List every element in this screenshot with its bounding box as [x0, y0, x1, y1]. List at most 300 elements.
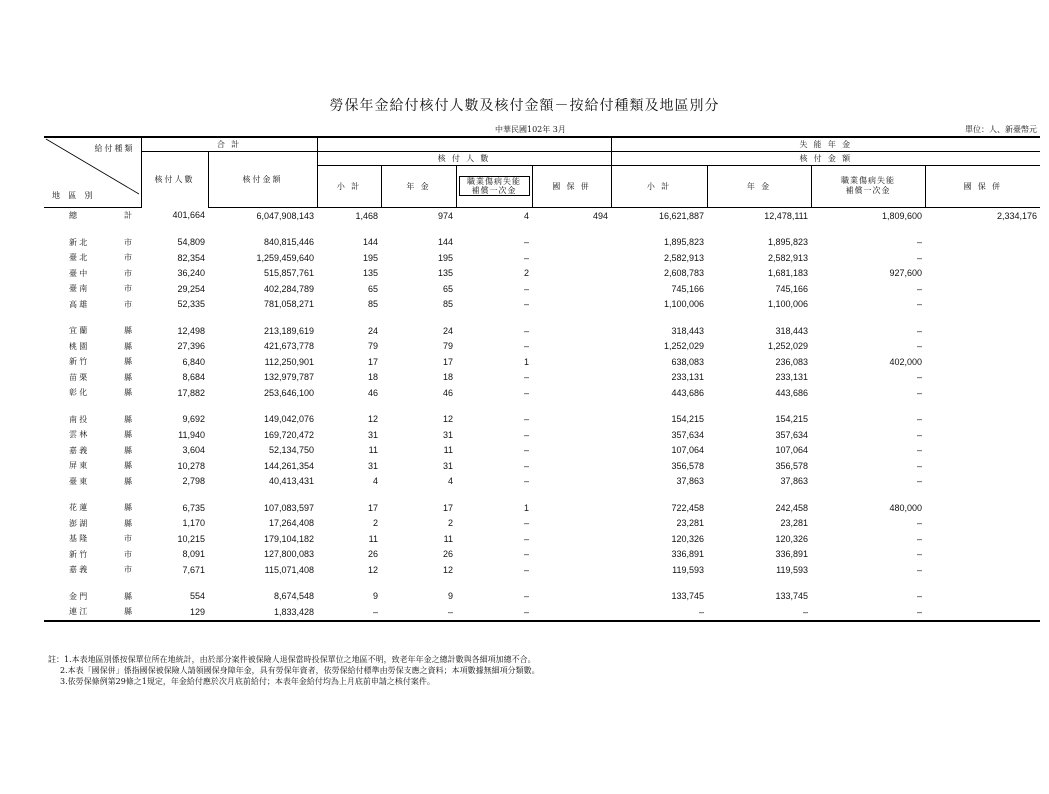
region-cell [44, 370, 141, 386]
header-amount-subtotal: 小 計 [611, 165, 707, 207]
value-cell: – [456, 604, 532, 621]
value-cell: – [381, 604, 456, 621]
value-cell: – [524, 252, 530, 263]
value-cell: 52,335 [177, 299, 205, 310]
value-cell: 638,083 [671, 356, 705, 367]
value-cell: 8,684 [182, 372, 205, 383]
value-cell: 2,798 [182, 476, 205, 487]
value-cell: – [917, 564, 923, 575]
footnote: 2.本表「國保併」係指國保被保險人請領國保身障年金，具有勞保年資者，依勞保給付標準由勞保支應之資料；本項數據無細項分類數。 [60, 666, 540, 675]
value-cell: 402,000 [889, 356, 923, 367]
region-cell [44, 562, 141, 578]
region-type: 市 [124, 284, 132, 294]
value-cell: 107,064 [775, 445, 809, 456]
value-cell: 24 [443, 325, 454, 336]
value-cell: 8,674,548 [273, 591, 315, 602]
value-cell: 29,254 [177, 283, 205, 294]
region-type: 縣 [124, 476, 132, 486]
value-cell [532, 562, 611, 578]
header-people-concurrent: 國 保 併 [532, 165, 611, 207]
value-cell: 7,671 [182, 564, 205, 575]
value-cell: – [317, 604, 381, 621]
value-cell: 17,264,408 [268, 518, 315, 529]
region-name: 高 雄 [69, 299, 88, 309]
region-cell [44, 354, 141, 370]
value-cell [532, 370, 611, 386]
value-cell [925, 604, 1040, 621]
value-cell: 554 [189, 591, 205, 602]
value-cell: – [917, 549, 923, 560]
value-cell: 1,809,600 [881, 210, 923, 221]
region-cell [44, 458, 141, 474]
table-body [44, 207, 1040, 621]
region-name: 金 門 [69, 591, 88, 601]
header-people-group: 核 付 人 數 [317, 151, 611, 165]
value-cell: 135 [362, 268, 379, 279]
table-row [44, 562, 1040, 578]
value-cell: 79 [443, 341, 454, 352]
value-cell: 31 [443, 429, 454, 440]
value-cell: – [917, 460, 923, 471]
value-cell: 11 [368, 445, 379, 456]
value-cell: 745,166 [671, 283, 705, 294]
value-cell: 2 [524, 268, 530, 279]
report-date: 中華民國102年 3月 [495, 125, 566, 134]
header-amount-annuity: 年 金 [707, 165, 811, 207]
value-cell [532, 531, 611, 547]
value-cell: 2 [448, 518, 454, 529]
region-name: 南 投 [69, 414, 88, 424]
spacer-cell [44, 578, 1040, 589]
value-cell: – [524, 591, 530, 602]
value-cell: 179,104,182 [263, 533, 315, 544]
value-cell: 11 [443, 533, 454, 544]
value-cell: – [917, 387, 923, 398]
region-name: 連 江 [69, 607, 88, 617]
value-cell [532, 500, 611, 516]
value-cell: 40,413,431 [268, 476, 315, 487]
value-cell [532, 474, 611, 490]
value-cell [532, 323, 611, 339]
value-cell: 233,131 [671, 372, 705, 383]
value-cell: 120,326 [671, 533, 705, 544]
value-cell: 24 [368, 325, 379, 336]
value-cell: 132,979,787 [263, 372, 315, 383]
value-cell: – [917, 476, 923, 487]
region-name: 基 隆 [69, 534, 88, 544]
value-cell: 402,284,789 [263, 283, 315, 294]
value-cell [925, 500, 1040, 516]
value-cell: 6,840 [182, 356, 205, 367]
region-type: 縣 [124, 326, 132, 336]
value-cell: 9,692 [182, 414, 205, 425]
value-cell: 26 [443, 549, 454, 560]
region-type: 縣 [124, 445, 132, 455]
value-cell: 144 [362, 237, 379, 248]
table-row [44, 458, 1040, 474]
value-cell [532, 443, 611, 459]
region-name: 桃 園 [69, 341, 88, 351]
value-cell: 1,100,006 [767, 299, 809, 310]
header-people-subtotal: 小 計 [317, 165, 381, 207]
value-cell: 17 [368, 502, 379, 513]
table-header [44, 137, 1040, 207]
value-cell: 31 [368, 460, 379, 471]
region-name: 嘉 義 [69, 565, 88, 575]
value-cell: 6,047,908,143 [256, 210, 315, 221]
value-cell: 17 [443, 502, 454, 513]
unit-label: 單位：人、新臺幣元 [965, 125, 1037, 134]
table-row [44, 547, 1040, 563]
region-name: 臺 中 [69, 268, 88, 278]
value-cell [925, 370, 1040, 386]
value-cell: 2,334,176 [997, 210, 1038, 221]
value-cell: 2 [373, 518, 379, 529]
value-cell: 4 [373, 476, 379, 487]
value-cell: 2,582,913 [767, 252, 809, 263]
value-cell: – [707, 604, 811, 621]
value-cell: 115,071,408 [264, 564, 315, 575]
value-cell: – [524, 460, 530, 471]
region-name: 臺 南 [69, 284, 88, 294]
value-cell: 4 [524, 210, 530, 221]
value-cell: 46 [368, 387, 379, 398]
footnotes [48, 654, 540, 687]
value-cell: – [917, 533, 923, 544]
region-name: 新 竹 [69, 549, 88, 559]
value-cell: 107,064 [671, 445, 705, 456]
region-cell [44, 297, 141, 313]
value-cell: – [524, 325, 530, 336]
footnote: 3.依勞保條例第29條之1規定，年金給付應於次月底前給付；本表年金給付均為上月底前申請之核付案件。 [60, 677, 435, 686]
region-cell [44, 385, 141, 401]
value-cell: 82,354 [177, 252, 205, 263]
value-cell: 65 [368, 283, 379, 294]
region-cell [44, 531, 141, 547]
value-cell: 79 [368, 341, 379, 352]
value-cell [532, 281, 611, 297]
value-cell [532, 516, 611, 532]
region-cell [44, 281, 141, 297]
value-cell: 1,833,428 [208, 604, 317, 621]
value-cell [925, 412, 1040, 428]
value-cell: 1 [524, 502, 530, 513]
value-cell: 16,621,887 [658, 210, 705, 221]
value-cell: – [917, 429, 923, 440]
value-cell: 336,891 [775, 549, 809, 560]
table-row [44, 281, 1040, 297]
value-cell: 242,458 [775, 502, 809, 513]
table-row [44, 235, 1040, 251]
value-cell [925, 589, 1040, 605]
header-total-amount: 核付金額 [208, 151, 317, 207]
value-cell: – [524, 533, 530, 544]
value-cell: 443,686 [671, 387, 705, 398]
header-amount-concurrent: 國 保 併 [925, 165, 1040, 207]
value-cell: 127,800,083 [263, 549, 315, 560]
value-cell: 12 [443, 564, 454, 575]
region-name: 新 竹 [69, 357, 88, 367]
value-cell: 23,281 [780, 518, 809, 529]
value-cell: 17 [368, 356, 379, 367]
table-row [44, 589, 1040, 605]
region-name: 宜 蘭 [69, 326, 88, 336]
value-cell [532, 547, 611, 563]
region-type: 市 [124, 253, 132, 263]
value-cell: 144 [437, 237, 454, 248]
value-cell: 318,443 [775, 325, 809, 336]
value-cell: – [917, 341, 923, 352]
total-row [44, 207, 1040, 224]
value-cell: – [524, 518, 530, 529]
value-cell: 840,815,446 [263, 237, 315, 248]
value-cell: 154,215 [671, 414, 705, 425]
value-cell [532, 589, 611, 605]
region-cell [44, 516, 141, 532]
spacer-cell [44, 489, 1040, 500]
value-cell [532, 297, 611, 313]
header-disability-group: 失 能 年 金 [611, 137, 1040, 151]
spacer-row [44, 312, 1040, 323]
region-cell [44, 547, 141, 563]
region-type: 縣 [124, 414, 132, 424]
table-row [44, 474, 1040, 490]
value-cell: 11 [443, 445, 454, 456]
value-cell: – [524, 414, 530, 425]
value-cell: – [917, 299, 923, 310]
region-name: 新 北 [69, 237, 88, 247]
table-row [44, 339, 1040, 355]
region-type: 縣 [124, 388, 132, 398]
value-cell: 133,745 [671, 591, 705, 602]
region-type: 市 [124, 549, 132, 559]
value-cell: 17 [443, 356, 454, 367]
value-cell [925, 339, 1040, 355]
value-cell: 133,745 [775, 591, 809, 602]
value-cell [532, 604, 611, 621]
value-cell: 722,458 [671, 502, 705, 513]
value-cell [925, 250, 1040, 266]
region-cell [44, 323, 141, 339]
region-type: 縣 [124, 461, 132, 471]
value-cell: 3,604 [182, 445, 205, 456]
region-type: 縣 [124, 341, 132, 351]
value-cell: – [524, 237, 530, 248]
value-cell: 8,091 [182, 549, 205, 560]
value-cell: 119,593 [672, 564, 705, 575]
value-cell [925, 281, 1040, 297]
header-amount-lump [811, 165, 925, 207]
value-cell: 119,593 [776, 564, 809, 575]
value-cell: – [917, 518, 923, 529]
value-cell: 10,278 [177, 460, 205, 471]
value-cell: 52,134,750 [268, 445, 315, 456]
value-cell: 336,891 [671, 549, 705, 560]
region-cell [44, 427, 141, 443]
value-cell: 31 [443, 460, 454, 471]
value-cell [925, 531, 1040, 547]
value-cell: 54,809 [177, 237, 205, 248]
value-cell: 9 [373, 591, 379, 602]
value-cell: – [917, 591, 923, 602]
table-row [44, 385, 1040, 401]
value-cell: 745,166 [775, 283, 809, 294]
value-cell: 112,250,901 [264, 356, 315, 367]
value-cell: 1,100,006 [663, 299, 705, 310]
region-name: 花 蓮 [69, 503, 88, 513]
region-type: 縣 [124, 591, 132, 601]
table-row [44, 266, 1040, 282]
value-cell [925, 562, 1040, 578]
header-corner-top: 給付種類 [94, 144, 135, 153]
table-row [44, 500, 1040, 516]
header-amount-group: 核 付 金 額 [611, 151, 1040, 165]
region-type: 市 [124, 534, 132, 544]
header-amount-lump-line1: 職業傷病失能 [841, 176, 896, 185]
value-cell: 443,686 [775, 387, 809, 398]
region-name: 嘉 義 [69, 445, 88, 455]
value-cell: 12,498 [177, 325, 205, 336]
value-cell: 37,863 [780, 476, 809, 487]
value-cell: 195 [437, 252, 454, 263]
region-type: 市 [124, 565, 132, 575]
value-cell: 129 [141, 604, 208, 621]
value-cell [532, 266, 611, 282]
region-type: 市 [124, 268, 132, 278]
value-cell: – [524, 341, 530, 352]
region-name: 雲 林 [69, 430, 88, 440]
region-cell [44, 250, 141, 266]
spacer-cell [44, 401, 1040, 412]
value-cell: 12 [368, 564, 379, 575]
value-cell: 1,252,029 [767, 341, 809, 352]
value-cell: – [524, 429, 530, 440]
spacer-row [44, 401, 1040, 412]
value-cell: 1,895,823 [767, 237, 809, 248]
region-name: 屏 東 [69, 461, 88, 471]
value-cell: 213,189,619 [263, 325, 315, 336]
value-cell: – [524, 283, 530, 294]
spacer-row [44, 224, 1040, 235]
value-cell: – [917, 372, 923, 383]
value-cell: 927,600 [889, 268, 923, 279]
value-cell: – [917, 252, 923, 263]
value-cell: 1,170 [182, 518, 205, 529]
table-row [44, 516, 1040, 532]
value-cell: 974 [437, 210, 454, 221]
value-cell: 236,083 [775, 356, 809, 367]
value-cell: 2,608,783 [663, 268, 705, 279]
spacer-cell [44, 312, 1040, 323]
value-cell: 85 [443, 299, 454, 310]
value-cell: 169,720,472 [263, 429, 315, 440]
value-cell: 1 [524, 356, 530, 367]
region-type: 縣 [124, 357, 132, 367]
region-cell [44, 443, 141, 459]
region-type: 縣 [124, 430, 132, 440]
value-cell: 65 [443, 283, 454, 294]
region-cell [44, 207, 141, 224]
value-cell [925, 443, 1040, 459]
value-cell [532, 339, 611, 355]
value-cell: – [917, 325, 923, 336]
header-people-lump-line1: 職業傷病失能 [467, 177, 522, 186]
value-cell: 233,131 [775, 372, 809, 383]
value-cell: 356,578 [775, 460, 809, 471]
header-corner-bottom: 地 區 別 [52, 190, 96, 200]
value-cell: – [917, 414, 923, 425]
value-cell: 515,857,761 [263, 268, 315, 279]
value-cell: 253,646,100 [263, 387, 315, 398]
region-type: 計 [124, 211, 132, 220]
region-cell [44, 474, 141, 490]
value-cell: 11,940 [178, 429, 205, 440]
value-cell: 149,042,076 [263, 414, 315, 425]
region-type: 縣 [124, 518, 132, 528]
region-type: 縣 [124, 607, 132, 617]
table-row [44, 354, 1040, 370]
header-amount-lump-line2: 補償一次金 [845, 186, 891, 195]
region-cell [44, 235, 141, 251]
table-row [44, 412, 1040, 428]
value-cell: 107,083,597 [263, 502, 315, 513]
value-cell: 494 [592, 210, 609, 221]
value-cell: 4 [448, 476, 454, 487]
region-cell [44, 412, 141, 428]
region-name: 臺 東 [69, 476, 88, 486]
value-cell [925, 297, 1040, 313]
value-cell: 12,478,111 [764, 210, 809, 221]
value-cell [925, 266, 1040, 282]
value-cell: 6,735 [182, 502, 205, 513]
value-cell: – [524, 445, 530, 456]
header-spacer [317, 137, 611, 151]
value-cell [532, 458, 611, 474]
header-corner [44, 137, 141, 207]
value-cell [925, 516, 1040, 532]
value-cell: 144,261,354 [263, 460, 315, 471]
region-name: 苗 栗 [69, 372, 88, 382]
table-row [44, 443, 1040, 459]
value-cell: – [917, 445, 923, 456]
value-cell [532, 412, 611, 428]
value-cell [532, 354, 611, 370]
value-cell: 36,240 [177, 268, 205, 279]
region-cell [44, 266, 141, 282]
region-name: 臺 北 [69, 253, 88, 263]
value-cell: 46 [443, 387, 454, 398]
value-cell: 23,281 [676, 518, 705, 529]
value-cell: – [811, 604, 925, 621]
value-cell [925, 235, 1040, 251]
value-cell: 26 [368, 549, 379, 560]
value-cell: 17,882 [177, 387, 205, 398]
value-cell [925, 354, 1040, 370]
value-cell: 480,000 [889, 502, 923, 513]
footnote: 註：1.本表地區別係按保單位所在地統計，由於部分案件被保險人退保當時投保單位之地區不明，致老年年金之總計數與各細項加總不合。 [48, 655, 536, 664]
value-cell: 154,215 [775, 414, 809, 425]
value-cell: 1,895,823 [663, 237, 705, 248]
value-cell: – [524, 372, 530, 383]
value-cell: – [611, 604, 707, 621]
value-cell: 421,673,778 [263, 341, 315, 352]
region-cell [44, 500, 141, 516]
value-cell: 401,664 [172, 210, 205, 221]
value-cell: 781,058,271 [263, 299, 315, 310]
value-cell: 18 [443, 372, 454, 383]
table-row [44, 250, 1040, 266]
table-row [44, 370, 1040, 386]
